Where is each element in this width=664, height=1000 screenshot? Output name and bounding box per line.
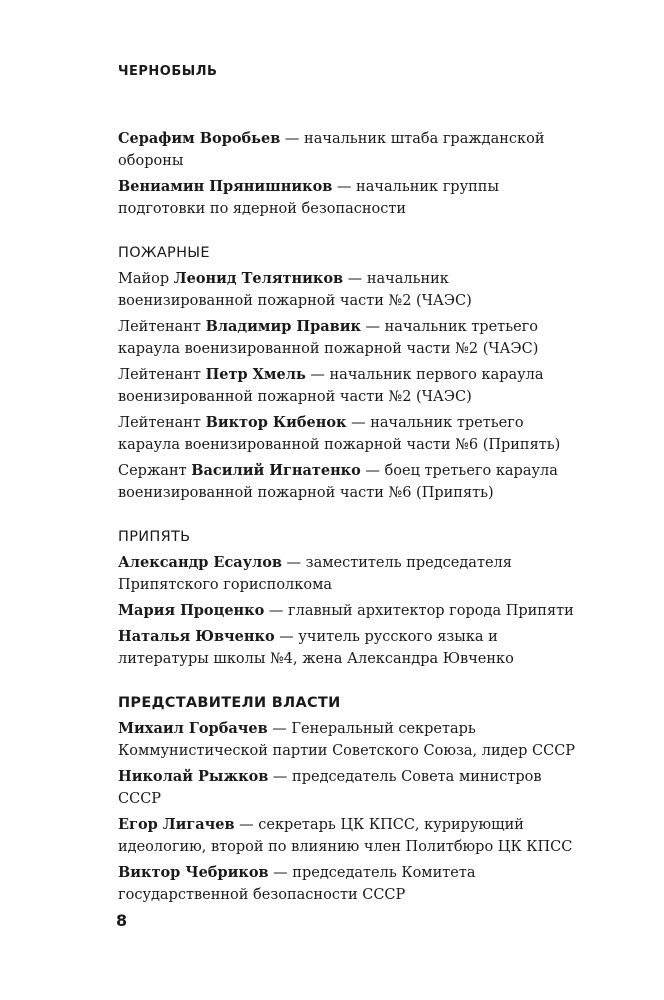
person-rank: Сержант (118, 463, 192, 479)
person-name: Леонид Телятников (173, 270, 344, 287)
person-name: Мария Проценко (118, 602, 265, 619)
person-description: — начальник штаба гражданской обороны (118, 131, 545, 169)
person-description: — председатель Комитета государственной безопасности СССР (118, 865, 476, 903)
person-description: — начальник первого караула военизированной пожарной части №2 (ЧАЭС) (118, 367, 544, 405)
person-description: — начальник третьего караула военизированной пожарной части №2 (ЧАЭС) (118, 319, 539, 357)
person-description: — боец третьего караула военизированной пожарной части №6 (Припять) (118, 463, 558, 501)
person-rank: Лейтенант (118, 367, 206, 383)
list-item (118, 814, 578, 858)
person-name: Василий Игнатенко (191, 462, 361, 479)
list-item (118, 862, 578, 906)
person-description: — начальник военизированной пожарной части №2 (ЧАЭС) (118, 271, 472, 309)
person-name: Наталья Ювченко (118, 628, 275, 645)
person-name: Виктор Кибенок (205, 414, 347, 431)
list-item (118, 626, 578, 670)
section-title-pripyat: ПРИПЯТЬ (118, 529, 191, 545)
list-item (118, 412, 578, 456)
person-name: Егор Лигачев (118, 816, 235, 833)
section-title-firefighters: ПОЖАРНЫЕ (118, 245, 210, 261)
person-name: Петр Хмель (205, 366, 306, 383)
person-name: Вениамин Прянишников (118, 178, 333, 195)
list-item (118, 600, 578, 622)
page-number: 8 (116, 911, 128, 930)
person-rank: Майор (118, 271, 174, 287)
person-name: Николай Рыжков (118, 768, 269, 785)
list-item (118, 268, 578, 312)
list-item (118, 552, 578, 596)
section-title-authorities: ПРЕДСТАВИТЕЛИ ВЛАСТИ (118, 695, 341, 711)
list-item (118, 460, 578, 504)
page-body (118, 128, 578, 910)
section-spacer (118, 674, 578, 692)
person-name: Михаил Горбачев (118, 720, 268, 737)
person-name: Виктор Чебриков (118, 864, 269, 881)
person-description: — председатель Совета министров СССР (118, 769, 542, 807)
list-item (118, 128, 578, 172)
person-name: Александр Есаулов (118, 554, 282, 571)
list-item (118, 766, 578, 810)
list-item (118, 718, 578, 762)
person-rank: Лейтенант (118, 415, 206, 431)
person-rank: Лейтенант (118, 319, 206, 335)
section-spacer (118, 224, 578, 242)
list-item (118, 176, 578, 220)
person-description: — заместитель председателя Припятского горисполкома (118, 555, 512, 593)
running-head: ЧЕРНОБЫЛЬ (118, 64, 218, 79)
person-description: — начальник группы подготовки по ядерной безопасности (118, 179, 499, 217)
person-name: Владимир Правик (205, 318, 361, 335)
person-description: — начальник третьего караула военизированной пожарной части №6 (Припять) (118, 415, 561, 453)
list-item (118, 316, 578, 360)
person-name: Серафим Воробьев (118, 130, 281, 147)
person-description: — секретарь ЦК КПСС, курирующий идеологию, второй по влиянию член Политбюро ЦК КПСС (118, 817, 573, 855)
person-description: — Генеральный секретарь Коммунистической партии Советского Союза, лидер СССР (118, 721, 576, 759)
person-description: — учитель русского языка и литературы школы №4, жена Александра Ювченко (118, 629, 514, 667)
list-item (118, 364, 578, 408)
section-spacer (118, 508, 578, 526)
person-description: — главный архитектор города Припяти (264, 603, 574, 619)
